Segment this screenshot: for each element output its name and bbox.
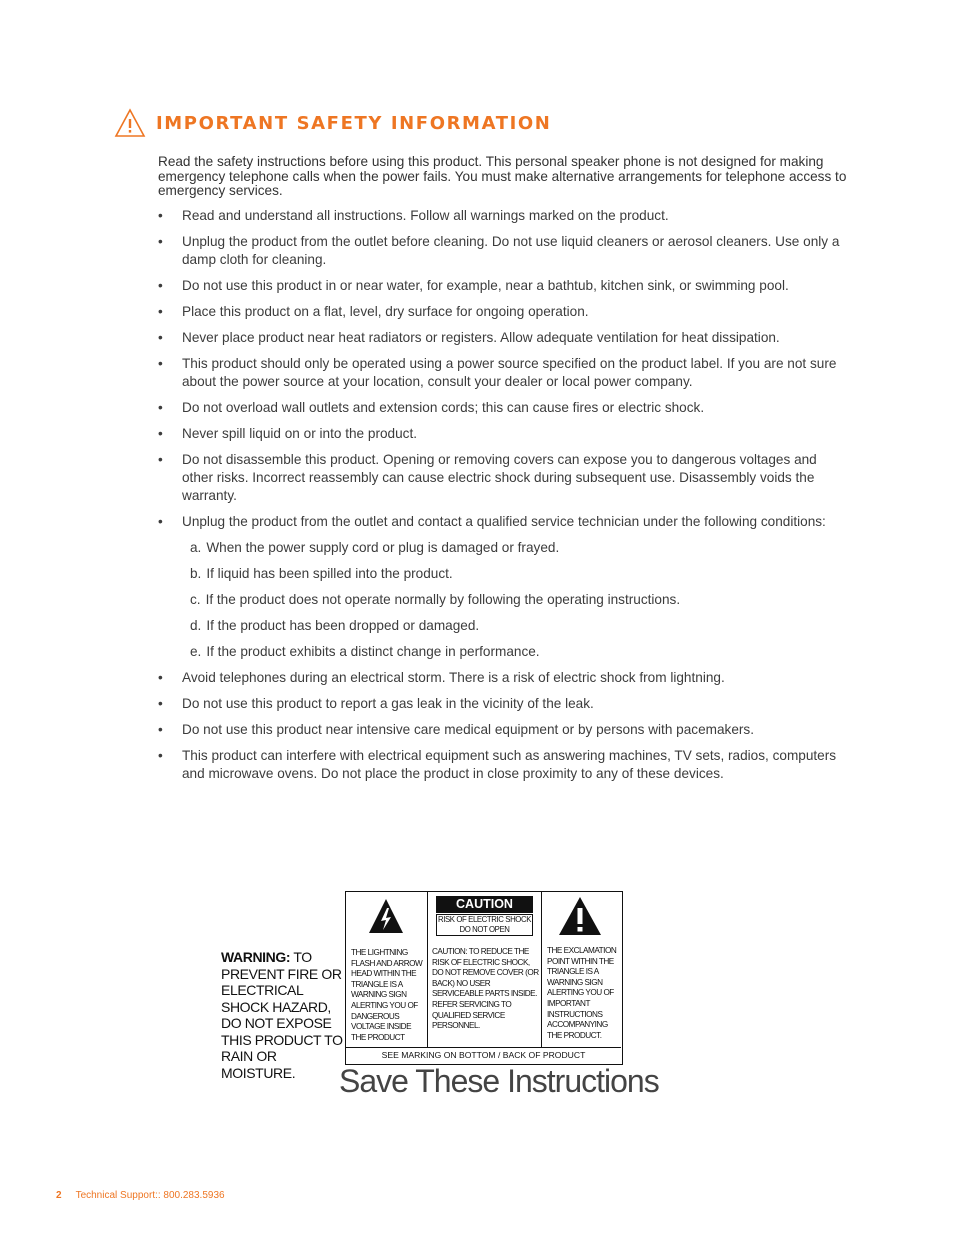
list-item <box>158 355 848 391</box>
bullet-icon: • <box>158 722 163 737</box>
lightning-triangle-icon <box>368 898 404 934</box>
list-item-text: Place this product on a flat, level, dry surface for ongoing operation. <box>182 304 589 319</box>
bullet-icon: • <box>158 330 163 345</box>
list-item-text: This product can interfere with electrical equipment such as answering machines, TV sets, radios, computers and microwave ovens. Do not place the product in close proximity to any of these devices. <box>182 748 837 781</box>
bullet-icon: • <box>158 304 163 319</box>
condition-text: If the product exhibits a distinct change in performance. <box>206 644 540 659</box>
list-item-text: This product should only be operated using a power source specified on the product label. If you are not sure about the power source at your location, consult your dealer or local power company. <box>182 356 837 389</box>
exclamation-description: THE EXCLAMATION POINT WITHIN THE TRIANGLE IS A WARNING SIGN ALERTING YOU OF IMPORTANT INSTRUCTIONS ACCOMPANYING THE PRODUCT. <box>547 946 617 1040</box>
support-line: Technical Support:: 800.283.5936 <box>75 1190 225 1201</box>
list-item <box>158 233 848 269</box>
list-item-text: Do not use this product in or near water, for example, near a bathtub, kitchen sink, or swimming pool. <box>182 278 789 293</box>
bullet-icon: • <box>158 234 163 249</box>
bullet-icon: • <box>158 400 163 415</box>
bullet-icon: • <box>158 356 163 371</box>
intro-paragraph: Read the safety instructions before using this product. This personal speaker phone is not designed for making emergency telephone calls when the power fails. You must make alternative arrangements for telephone access to emergency services. <box>158 154 847 198</box>
bullet-icon: • <box>158 278 163 293</box>
list-item <box>158 451 848 505</box>
caution-banner: CAUTION <box>436 896 533 913</box>
condition-item <box>190 643 848 661</box>
lightning-column <box>346 892 428 1047</box>
save-instructions-title: Save These Instructions <box>339 1063 659 1099</box>
condition-label: b. <box>190 566 202 581</box>
list-item <box>158 399 848 417</box>
list-item-text: Do not disassemble this product. Opening or removing covers can expose you to dangerous voltages and other risks. Incorrect reassembly can cause electric shock during subsequent use. Disassembly voids the warranty. <box>182 452 817 503</box>
caution-label <box>345 891 623 1065</box>
list-item <box>158 329 848 347</box>
bullet-icon: • <box>158 514 163 529</box>
list-item <box>158 277 848 295</box>
list-item-text: Never spill liquid on or into the product. <box>182 426 417 441</box>
list-item-text: Unplug the product from the outlet before cleaning. Do not use liquid cleaners or aerosol cleaners. Use only a damp cloth for cleaning. <box>182 234 840 267</box>
list-item <box>158 721 848 739</box>
bullet-icon: • <box>158 748 163 763</box>
condition-item <box>190 539 848 557</box>
list-item <box>158 695 848 713</box>
bullet-icon: • <box>158 452 163 467</box>
condition-item <box>190 617 848 635</box>
marking-note: SEE MARKING ON BOTTOM / BACK OF PRODUCT <box>346 1047 621 1064</box>
list-item <box>158 207 848 225</box>
condition-text: When the power supply cord or plug is damaged or frayed. <box>206 540 560 555</box>
bullet-icon: • <box>158 426 163 441</box>
list-item <box>158 669 848 687</box>
condition-label: c. <box>190 592 201 607</box>
lightning-description: THE LIGHTNING FLASH AND ARROW HEAD WITHIN THE TRIANGLE IS A WARNING SIGN ALERTING YOU OF DANGEROUS VOLTAGE INSIDE THE PRODUCT <box>351 948 423 1042</box>
safety-list <box>158 207 848 791</box>
condition-item <box>190 565 848 583</box>
condition-text: If liquid has been spilled into the product. <box>206 566 453 581</box>
risk-box: RISK OF ELECTRIC SHOCK DO NOT OPEN <box>437 915 531 934</box>
bullet-icon: • <box>158 208 163 223</box>
list-item-text: Read and understand all instructions. Follow all warnings marked on the product. <box>182 208 669 223</box>
caution-column <box>428 892 542 1047</box>
caution-description: CAUTION: TO REDUCE THE RISK OF ELECTRIC SHOCK, DO NOT REMOVE COVER (OR BACK) NO USER SERVICEABLE PARTS INSIDE. REFER SERVICING TO QUALIFIED SERVICE PERSONNEL. <box>432 947 539 1031</box>
condition-text: If the product has been dropped or damaged. <box>206 618 480 633</box>
conditions-list <box>190 539 848 661</box>
list-item-text: Do not overload wall outlets and extension cords; this can cause fires or electric shock. <box>182 400 705 415</box>
warning-triangle-icon <box>114 108 146 138</box>
condition-text: If the product does not operate normally by following the operating instructions. <box>205 592 681 607</box>
page-footer <box>56 1190 225 1201</box>
list-item-text: Avoid telephones during an electrical storm. There is a risk of electric shock from lightning. <box>182 670 725 685</box>
bullet-icon: • <box>158 670 163 685</box>
bullet-icon: • <box>158 696 163 711</box>
list-item <box>158 425 848 443</box>
list-item <box>158 513 848 661</box>
condition-item <box>190 591 848 609</box>
list-item-text: Unplug the product from the outlet and contact a qualified service technician under the following conditions: <box>182 514 826 529</box>
warning-statement: WARNING: TO PREVENT FIRE OR ELECTRICAL SHOCK HAZARD, DO NOT EXPOSE THIS PRODUCT TO RAIN OR MOISTURE. <box>221 949 343 1081</box>
condition-label: e. <box>190 644 202 659</box>
list-item-text: Do not use this product to report a gas leak in the vicinity of the leak. <box>182 696 594 711</box>
page-number: 2 <box>56 1190 62 1201</box>
page-title: IMPORTANT SAFETY INFORMATION <box>156 112 552 134</box>
exclamation-triangle-icon <box>558 896 602 936</box>
condition-label: d. <box>190 618 202 633</box>
list-item-text: Never place product near heat radiators or registers. Allow adequate ventilation for heat dissipation. <box>182 330 780 345</box>
section-header <box>114 108 551 138</box>
list-item-text: Do not use this product near intensive care medical equipment or by persons with pacemakers. <box>182 722 754 737</box>
exclamation-column <box>542 892 622 1047</box>
condition-label: a. <box>190 540 202 555</box>
list-item <box>158 303 848 321</box>
list-item <box>158 747 848 783</box>
